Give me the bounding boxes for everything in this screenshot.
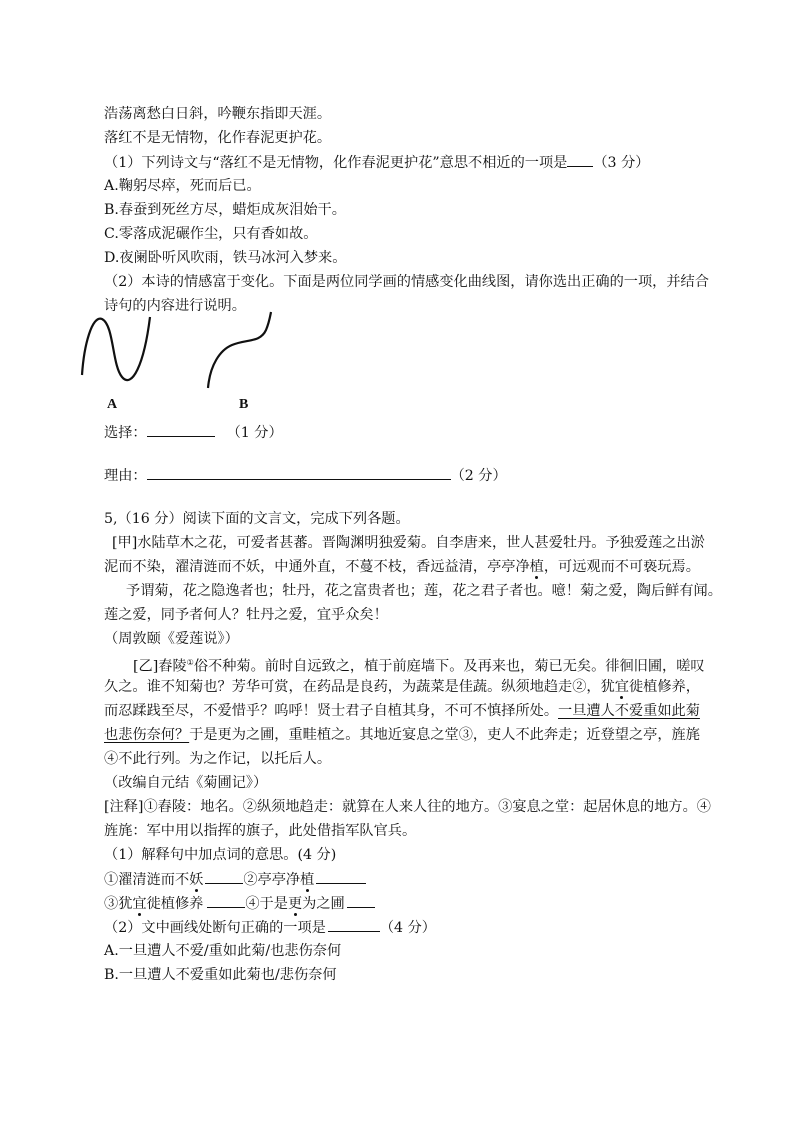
option-d: D.夜阑卧听风吹雨，铁马冰河入梦来。 <box>104 250 347 266</box>
answer-blank[interactable] <box>205 869 243 884</box>
emotion-curves-figure <box>70 305 290 400</box>
item-text: 徙植修养 <box>146 896 204 912</box>
text-jia-line-1: [甲]水陆草木之花，可爱者甚蕃。晋陶渊明独爱菊。自李唐来，世人甚爱牡丹。予独爱莲之出淤 <box>112 535 705 551</box>
notes-line-2: 旌旄：军中用以指挥的旗子，此处借指军队官兵。 <box>104 823 417 839</box>
dotted-word: 更 <box>287 896 303 912</box>
text-yi-line-1 <box>133 653 705 677</box>
option-b: B.春蚕到死丝方尽，蜡炬成灰泪始干。 <box>104 202 346 218</box>
reason-row <box>104 465 507 486</box>
curve-b-label: B <box>239 397 249 412</box>
choice-row <box>104 422 283 443</box>
text-segment: 俗不种菊。前时自远致之，植于前庭墙下。及再来也，菊已无矣。徘徊旧圃，嗟叹 <box>193 658 705 675</box>
sub-question-1-row-2 <box>104 893 375 914</box>
option-a: A.鞠躬尽瘁，死而后已。 <box>104 178 261 194</box>
text-segment: 于是更为之圃，重畦植之。其地近宴息之堂③，吏人不此奔走；近登望之亭，旌旄 <box>189 727 700 743</box>
sub-question-2-option-a: A.一旦遭人不爱/重如此菊/也悲伤奈何 <box>104 943 342 959</box>
choice-score: （1 分） <box>226 425 283 441</box>
text-yi-line-4 <box>104 725 700 745</box>
text-segment: 泥而不染，濯清涟而不妖，中通外直，不蔓不枝，香远益清，亭亭净 <box>104 559 530 575</box>
reason-blank[interactable] <box>147 465 451 480</box>
curve-a-label: A <box>107 397 118 412</box>
question-5-title: 5,（16 分）阅读下面的文言文，完成下列各题。 <box>104 511 410 527</box>
sub-question-2-option-b: B.一旦遭人不爱重如此菊也/悲伤奈何 <box>104 967 337 983</box>
choice-label: 选择： <box>104 425 147 441</box>
answer-blank[interactable] <box>316 869 366 884</box>
text-yi-line-2 <box>104 677 700 697</box>
item-text: ③犹 <box>104 896 133 912</box>
text-segment: ，可远观而不可亵玩焉。 <box>543 559 700 575</box>
question-4-1 <box>104 152 649 173</box>
text-jia-line-2 <box>104 557 700 577</box>
item-text: 为之圃 <box>302 896 345 912</box>
question-4-1-prompt: （1）下列诗文与“落红不是无情物，化作春泥更护花”意思不相近的一项是 <box>104 155 568 171</box>
reason-score: （2 分） <box>450 468 507 484</box>
sub-question-1-prompt: （1）解释句中加点词的意思。(4 分) <box>104 847 337 863</box>
question-4-2-prompt-line-2: 诗句的内容进行说明。 <box>104 298 246 314</box>
dotted-word: 宜 <box>614 679 629 695</box>
text-jia-line-4: 莲之爱，同予者何人？牡丹之爱，宜乎众矣！ <box>104 607 388 623</box>
question-score: （3 分） <box>593 155 650 171</box>
text-segment: 久之。谁不知菊也？芳华可赏，在药品是良药，为蔬菜是佳蔬。纵须地趋走②，犹 <box>104 679 615 695</box>
item-text: ④于是 <box>245 896 288 912</box>
prompt-text: （2）文中画线处断句正确的一项是 <box>104 920 326 936</box>
choice-blank[interactable] <box>147 422 215 437</box>
answer-blank[interactable] <box>567 152 593 167</box>
answer-blank[interactable] <box>328 917 380 932</box>
text-yi-line-5: ④不此行列。为之作记，以托后人。 <box>104 751 332 767</box>
option-c: C.零落成泥碾作尘，只有香如故。 <box>104 226 318 242</box>
item-text: ①濯清涟而不 <box>104 872 190 888</box>
sub-question-1-row-1 <box>104 869 366 890</box>
underlined-sentence: 也悲伤奈何？ <box>104 727 190 743</box>
underlined-sentence: 一旦遭人不爱重如此菊 <box>558 703 700 719</box>
dotted-word: 妖 <box>189 872 204 888</box>
text-yi-source: （改编自元结《菊圃记》） <box>104 775 268 791</box>
emotion-curve-a <box>82 317 150 380</box>
dotted-word: 宜 <box>132 896 147 912</box>
text-segment: [乙]舂陵 <box>133 658 187 675</box>
answer-blank[interactable] <box>207 893 245 908</box>
text-segment: 徙植修养， <box>628 679 700 695</box>
poem-line-2: 落红不是无情物，化作春泥更护花。 <box>104 130 332 146</box>
question-score: （4 分） <box>379 920 436 936</box>
dotted-word: 植 <box>300 872 315 888</box>
poem-line-1: 浩荡离愁白日斜，吟鞭东指即天涯。 <box>104 106 332 122</box>
notes-line-1: [注释]①舂陵：地名。②纵须地趋走：就算在人来人往的地方。③宴息之堂：起居休息的地方。④ <box>104 799 711 815</box>
sub-question-2-prompt <box>104 917 436 938</box>
question-4-2-prompt-line-1: （2）本诗的情感富于变化。下面是两位同学画的情感变化曲线图，请你选出正确的一项，并结合 <box>104 274 709 290</box>
text-yi-line-3 <box>104 701 700 721</box>
answer-blank[interactable] <box>347 893 375 908</box>
item-text: ②亭亭净 <box>243 872 301 888</box>
text-jia-line-3: 予谓菊，花之隐逸者也；牡丹，花之富贵者也；莲，花之君子者也。噫！菊之爱，陶后鲜有闻。 <box>126 583 722 599</box>
reason-label: 理由： <box>104 468 147 484</box>
dotted-word: 植 <box>529 559 544 575</box>
text-segment: 而忍蹂践至尽，不爱惜乎？呜呼！贤士君子自植其身，不可不慎择所处。 <box>104 703 559 719</box>
emotion-curve-b <box>208 312 271 388</box>
footnote-marker: ① <box>186 658 194 667</box>
text-jia-source: （周敦颐《爱莲说》） <box>104 631 239 647</box>
